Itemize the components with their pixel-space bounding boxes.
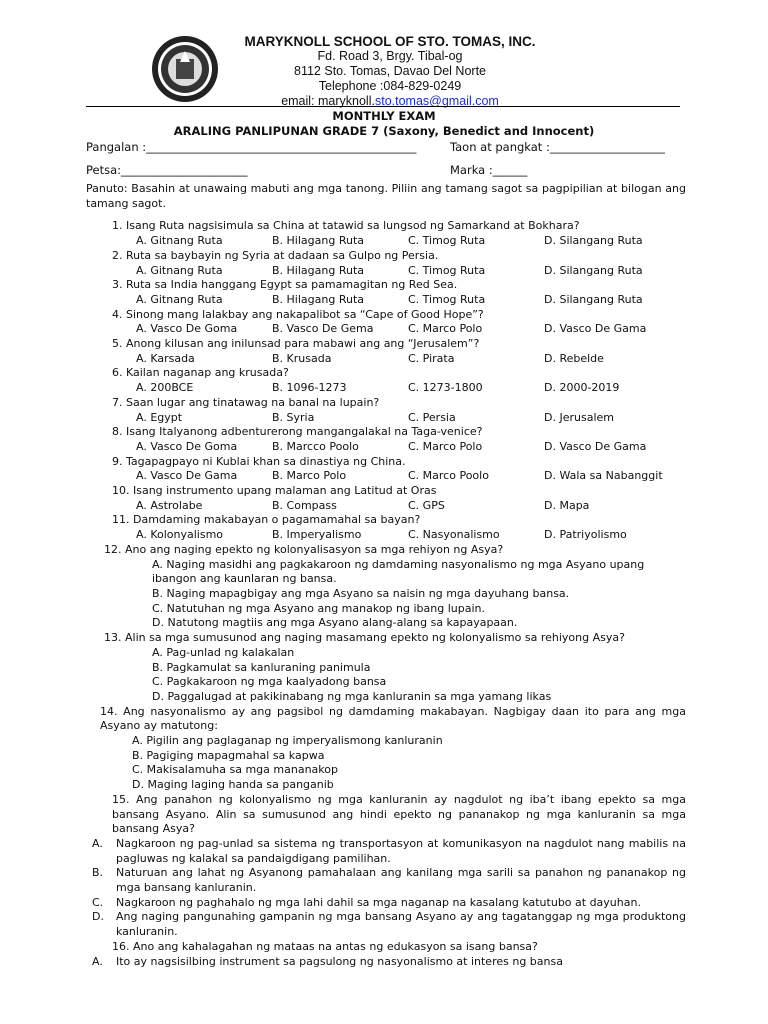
option-a[interactable]: A. Vasco De Gama xyxy=(136,469,238,483)
question-text: 9. Tagapagpayo ni Kublai khan sa dinastiya ng China. xyxy=(112,454,406,468)
option-b[interactable]: B. Compass xyxy=(272,498,337,512)
option-b[interactable]: B. Hilagang Ruta xyxy=(272,234,365,248)
option[interactable]: A. Naging masidhi ang pagkakaroon ng damdaming nasyonalismo ng mga Asyano upang ibangon ang kaunlaran ng bansa. xyxy=(152,557,645,586)
option-b[interactable]: B. Syria xyxy=(272,410,315,424)
options-row xyxy=(112,499,686,514)
option[interactable]: D. Paggalugad at pakikinabang ng mga kanluranin sa mga yamang likas xyxy=(152,689,552,703)
option-c[interactable]: C. Marco Polo xyxy=(408,322,483,336)
option[interactable]: B. Pagiging mapagmahal sa kapwa xyxy=(132,748,325,762)
option-a[interactable]: A. Astrolabe xyxy=(136,498,203,512)
letterhead xyxy=(0,34,768,106)
option-d[interactable]: D. Silangang Ruta xyxy=(544,263,643,277)
option-b[interactable]: B. Marco Polo xyxy=(272,469,347,483)
option-c[interactable]: C. Marco Poolo xyxy=(408,469,489,483)
option-d[interactable]: D. Silangang Ruta xyxy=(544,234,643,248)
option-a[interactable]: A. Kolonyalismo xyxy=(136,528,224,542)
header-divider xyxy=(86,106,680,107)
options-row xyxy=(112,528,686,543)
option-b[interactable]: B. Imperyalismo xyxy=(272,528,362,542)
school-name: MARYKNOLL SCHOOL OF STO. TOMAS, INC. xyxy=(244,34,536,49)
question-4 xyxy=(86,308,686,337)
question-12 xyxy=(86,543,686,631)
option-c[interactable]: C. Timog Ruta xyxy=(408,234,486,248)
option-a[interactable]: A. Gitnang Ruta xyxy=(136,292,223,306)
option[interactable]: A. Nagkaroon ng pag-unlad sa sistema ng transportasyon at komunikasyon na nagdulot nang mabilis na pagluwas ng kalakal sa pandaigdigang pamilihan. xyxy=(92,836,686,865)
question-text: 12. Ano ang naging epekto ng kolonyalisasyon sa mga rehiyon ng Asya? xyxy=(104,542,504,556)
question-11 xyxy=(86,513,686,542)
question-2 xyxy=(86,249,686,278)
option-a[interactable]: A. Gitnang Ruta xyxy=(136,234,223,248)
exam-body xyxy=(86,182,686,969)
instructions: Panuto: Basahin at unawaing mabuti ang mga tanong. Piliin ang tamang sagot sa pagpipilian at bilogan ang tamang sagot. xyxy=(86,182,686,210)
question-text: 3. Ruta sa India hanggang Egypt sa pamamagitan ng Red Sea. xyxy=(112,278,458,292)
question-7 xyxy=(86,396,686,425)
option[interactable]: A. Pigilin ang paglaganap ng imperyalismong kanluranin xyxy=(132,734,443,748)
question-6 xyxy=(86,366,686,395)
option-c[interactable]: C. Timog Ruta xyxy=(408,292,486,306)
options-row xyxy=(112,352,686,367)
option-b[interactable]: B. Hilagang Ruta xyxy=(272,292,365,306)
options-row xyxy=(112,234,686,249)
option[interactable]: A. Pag-unlad ng kalakalan xyxy=(152,645,295,659)
option-d[interactable]: D. Jerusalem xyxy=(544,410,614,424)
question-text: 2. Ruta sa baybayin ng Syria at dadaan sa Gulpo ng Persia. xyxy=(112,248,439,262)
option-b[interactable]: B. Vasco De Gema xyxy=(272,322,374,336)
question-text: 13. Alin sa mga sumusunod ang naging masamang epekto ng kolonyalismo sa rehiyong Asya? xyxy=(104,631,625,645)
question-text: 7. Saan lugar ang tinatawag na banal na lupain? xyxy=(112,395,380,409)
question-3 xyxy=(86,278,686,307)
options-row xyxy=(112,440,686,455)
option-d[interactable]: D. 2000-2019 xyxy=(544,381,620,395)
question-text: 5. Anong kilusan ang inilunsad para mabawi ang ang “Jerusalem”? xyxy=(112,337,480,351)
option-d[interactable]: D. Silangang Ruta xyxy=(544,292,643,306)
option-a[interactable]: A. Gitnang Ruta xyxy=(136,263,223,277)
question-16 xyxy=(86,940,686,969)
option-a[interactable]: A. Karsada xyxy=(136,351,195,365)
question-text: 1. Isang Ruta nagsisimula sa China at tatawid sa lungsod ng Samarkand at Bokhara? xyxy=(112,219,580,233)
option-c[interactable]: C. Persia xyxy=(408,410,456,424)
option[interactable]: C. Pagkakaroon ng mga kaalyadong bansa xyxy=(152,675,387,689)
question-1 xyxy=(86,219,686,248)
option-d[interactable]: D. Vasco De Gama xyxy=(544,439,647,453)
school-address-2: 8112 Sto. Tomas, Davao Del Norte xyxy=(294,64,486,78)
email-link[interactable]: sto.tomas@gmail.com xyxy=(374,94,499,108)
exam-subtitle: ARALING PANLIPUNAN GRADE 7 (Saxony, Benedict and Innocent) xyxy=(173,124,595,138)
question-text: 6. Kailan naganap ang krusada? xyxy=(112,366,289,380)
question-text: 4. Sinong mang lalakbay ang nakapalibot sa “Cape of Good Hope”? xyxy=(112,307,484,321)
option[interactable]: D. Natutong magtiis ang mga Asyano alang-alang sa kapayapaan. xyxy=(152,616,518,630)
option[interactable]: A. Ito ay nagsisilbing instrument sa pagsulong ng nasyonalismo at interes ng bansa xyxy=(92,954,563,968)
option-b[interactable]: B. Marcco Poolo xyxy=(272,439,359,453)
option-d[interactable]: D. Rebelde xyxy=(544,351,604,365)
option-d[interactable]: D. Vasco De Gama xyxy=(544,322,647,336)
option-d[interactable]: D. Mapa xyxy=(544,498,590,512)
date-field[interactable]: Petsa:______________________ xyxy=(86,163,248,177)
question-text: 16. Ano ang kahalagahan ng mataas na antas ng edukasyon sa isang bansa? xyxy=(112,939,538,953)
question-8 xyxy=(86,425,686,454)
option-c[interactable]: C. GPS xyxy=(408,498,445,512)
question-5 xyxy=(86,337,686,366)
question-text: 10. Isang instrumento upang malaman ang Latitud at Oras xyxy=(112,484,437,498)
score-field[interactable]: Marka :______ xyxy=(450,163,528,177)
option-c[interactable]: C. 1273-1800 xyxy=(408,381,483,395)
option[interactable]: D. Ang naging pangunahing gampanin ng mga bansang Asyano ay ang tagatanggap ng mga produktong kanluranin. xyxy=(92,910,686,939)
option-c[interactable]: C. Pirata xyxy=(408,351,455,365)
question-text: 15. Ang panahon ng kolonyalismo ng mga kanluranin ay nagdulot ng iba’t ibang epekto sa mga bansang Asyano. Alin sa sumusunod ang hindi epekto ng pananakop ng mga kanluranin sa mga bansang Asya? xyxy=(112,792,686,836)
school-info xyxy=(190,34,590,109)
options-row xyxy=(112,322,686,337)
option[interactable]: C. Makisalamuha sa mga mananakop xyxy=(132,763,338,777)
option[interactable]: C. Natutuhan ng mga Asyano ang manakop ng ibang lupain. xyxy=(152,601,485,615)
option-c[interactable]: C. Nasyonalismo xyxy=(408,528,500,542)
option[interactable]: C. Nagkaroon ng paghahalo ng mga lahi dahil sa mga naganap na kasalang katutubo at dayuhan. xyxy=(92,895,641,909)
question-list xyxy=(86,219,686,542)
option-c[interactable]: C. Marco Polo xyxy=(408,439,483,453)
option-d[interactable]: D. Patriyolismo xyxy=(544,528,627,542)
name-field[interactable]: Pangalan :_______________________________________________ xyxy=(86,140,417,154)
question-text: 8. Isang Italyanong adbenturerong mangangalakal na Taga-venice? xyxy=(112,425,483,439)
question-14 xyxy=(86,705,686,793)
school-telephone: Telephone :084-829-0249 xyxy=(318,79,462,93)
option-b[interactable]: B. Krusada xyxy=(272,351,332,365)
question-text: 11. Damdaming makabayan o pagamamahal sa bayan? xyxy=(112,513,421,527)
option[interactable]: B. Pagkamulat sa kanluraning panimula xyxy=(152,660,371,674)
option-a[interactable]: A. 200BCE xyxy=(136,381,194,395)
option-a[interactable]: A. Vasco De Goma xyxy=(136,439,238,453)
option-b[interactable]: B. Hilagang Ruta xyxy=(272,263,365,277)
option-a[interactable]: A. Vasco De Goma xyxy=(136,322,238,336)
option-d[interactable]: D. Wala sa Nabanggit xyxy=(544,469,663,483)
question-text: 14. Ang nasyonalismo ay ang pagsibol ng damdaming makabayan. Nagbigay daan ito para ang mga Asyano ay matutong: xyxy=(100,704,686,733)
options-row xyxy=(112,264,686,279)
option-c[interactable]: C. Timog Ruta xyxy=(408,263,486,277)
options-row xyxy=(112,381,686,396)
option[interactable]: B. Naturuan ang lahat ng Asyanong pamahalaan ang kanilang mga sarili sa panahon ng pananakop ng mga bansang kanluranin. xyxy=(92,866,686,895)
school-address-1: Fd. Road 3, Brgy. Tibal-og xyxy=(317,49,463,63)
question-13 xyxy=(86,631,686,705)
option[interactable]: D. Maging laging handa sa panganib xyxy=(132,778,334,792)
options-row xyxy=(112,469,686,484)
exam-title: MONTHLY EXAM xyxy=(332,109,436,123)
question-9 xyxy=(86,455,686,484)
question-10 xyxy=(86,484,686,513)
option-b[interactable]: B. 1096-1273 xyxy=(272,381,347,395)
option-a[interactable]: A. Egypt xyxy=(136,410,183,424)
option[interactable]: B. Naging mapagbigay ang mga Asyano sa naisin ng mga dayuhang bansa. xyxy=(152,586,570,600)
email-label: email: maryknoll. xyxy=(281,94,375,108)
question-15 xyxy=(86,793,686,940)
options-row xyxy=(112,411,686,426)
year-section-field[interactable]: Taon at pangkat :____________________ xyxy=(450,140,665,154)
options-row xyxy=(112,293,686,308)
